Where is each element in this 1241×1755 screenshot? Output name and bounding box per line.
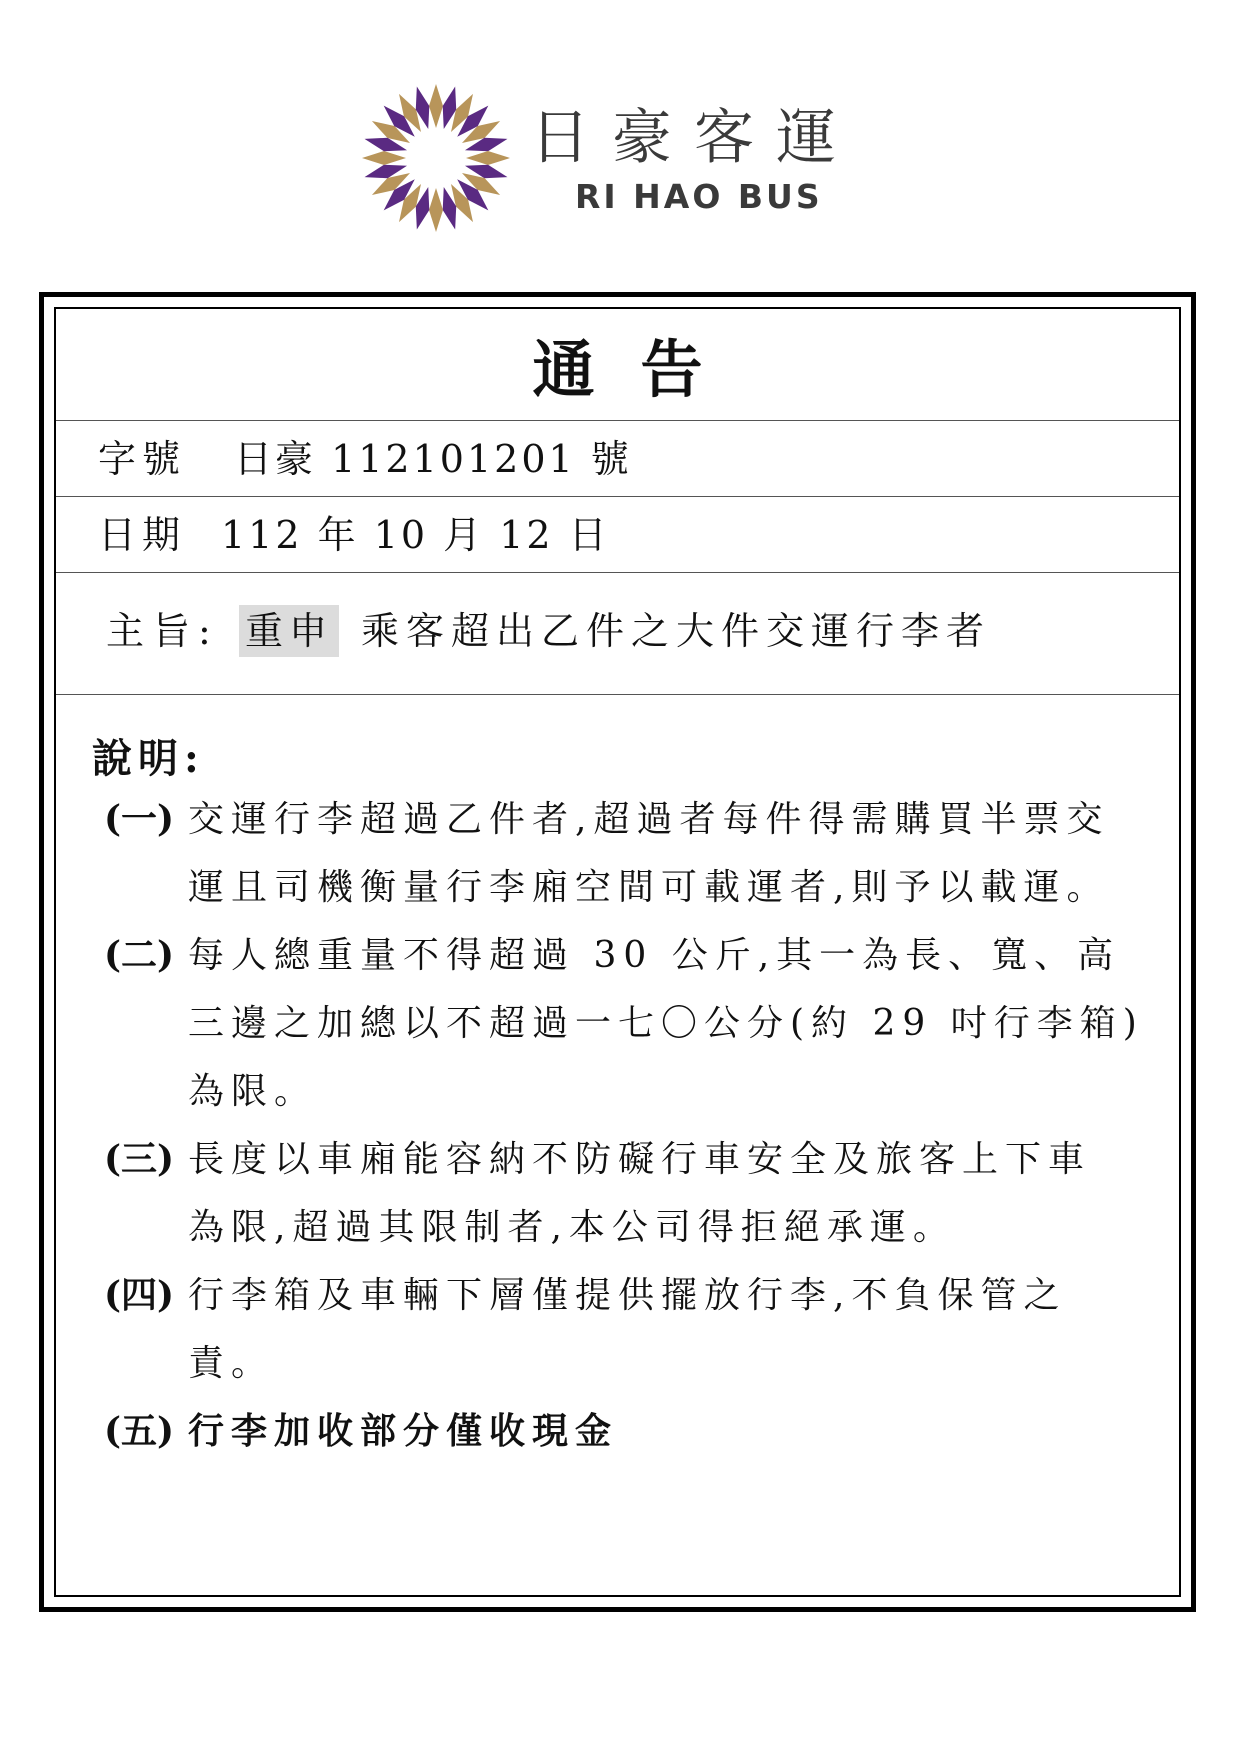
date-row [56,497,1179,573]
logo-petal [429,84,443,128]
subject-label: 主旨: [106,609,219,653]
logo-petal [362,151,406,165]
reference-value: 日豪 112101201 號 [234,437,632,481]
item-line: 行李箱及車輛下層僅提供擺放行李,不負保管之 [188,1275,1067,1316]
item-number: (一) [104,798,175,840]
item-number: (五) [104,1410,175,1452]
brand-name-chinese: 日豪客運 [530,103,858,173]
explanation-section [56,695,1179,1595]
item-number: (二) [104,934,175,976]
notice-frame [39,292,1196,1612]
explanation-title: 說明: [92,735,205,782]
subject-row [56,573,1179,695]
logo-petal [466,151,510,165]
item-line: 三邊之加總以不超過一七〇公分(約 29 吋行李箱) [188,1003,1144,1044]
item-line: 行李加收部分僅收現金 [188,1410,619,1452]
notice-inner-frame [54,307,1181,1597]
brand-name-english: RI HAO BUS [575,177,823,216]
item-line: 交運行李超過乙件者,超過者每件得需購買半票交 [188,799,1110,840]
item-line: 每人總重量不得超過 30 公斤,其一為長、寬、高 [188,935,1121,976]
reference-number-row [56,421,1179,497]
item-line: 為限。 [188,1071,318,1112]
date-label: 日期 [98,513,187,557]
item-line: 責。 [188,1343,275,1384]
company-logo-icon [356,78,516,238]
date-value: 112 年 10 月 12 日 [221,513,610,557]
notice-title-row [56,309,1179,421]
item-line: 長度以車廂能容納不防礙行車安全及旅客上下車 [188,1139,1092,1180]
subject-text: 乘客超出乙件之大件交運行李者 [361,609,992,653]
item-number: (三) [104,1138,175,1180]
item-line: 為限,超過其限制者,本公司得拒絕承運。 [188,1207,956,1248]
logo-petal [429,188,443,232]
notice-title: 通告 [532,333,749,406]
subject-highlight: 重申 [239,605,339,657]
item-line: 運且司機衡量行李廂空間可載運者,則予以載運。 [188,867,1110,908]
item-number: (四) [104,1274,175,1316]
reference-label: 字號 [98,437,187,481]
